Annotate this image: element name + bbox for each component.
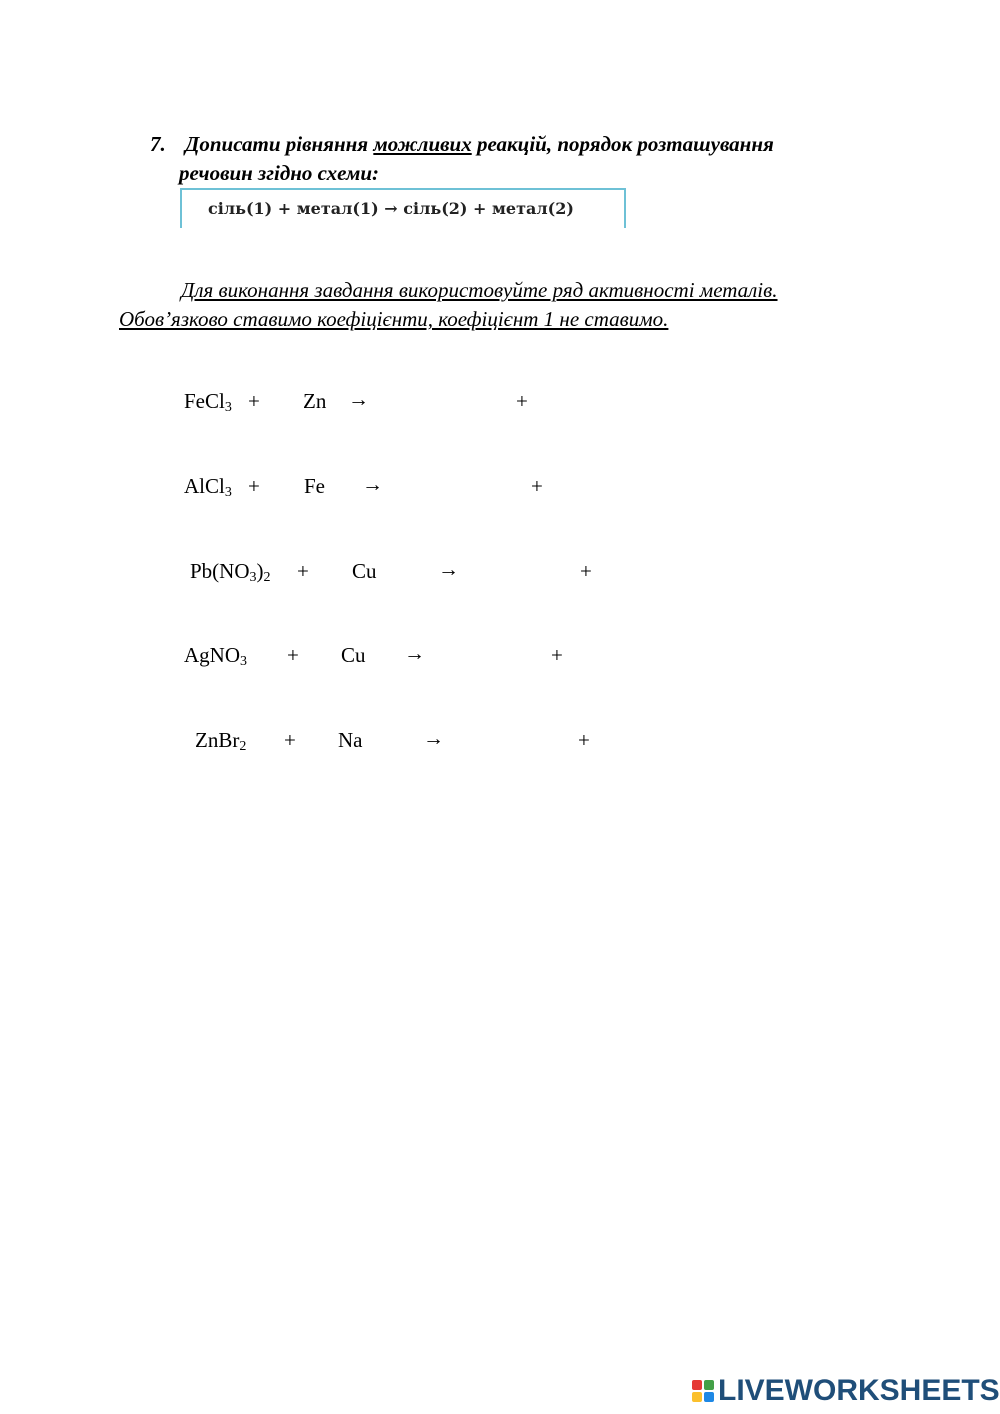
task-line2: речовин згідно схеми: (179, 161, 380, 185)
note-line1 (119, 275, 778, 305)
note-line2: Обов’язково ставимо коефіцієнти, коефіцієнт 1 не ставимо. (119, 307, 669, 331)
equation-5-arrow: → (423, 726, 444, 750)
equation-4-plus: + (287, 643, 299, 667)
scheme-text: сіль(1) + метал(1) → сіль(2) + метал(2) (208, 199, 574, 218)
equation-1-product-plus: + (516, 389, 528, 413)
equation-5-plus: + (284, 728, 296, 752)
equation-4-metal: Cu (341, 643, 366, 667)
liveworksheets-logo-icon (692, 1380, 714, 1402)
equation-1-plus: + (248, 389, 260, 413)
equation-2-salt: AlCl$_3$ (184, 474, 232, 500)
equation-2-plus: + (248, 474, 260, 498)
equation-3-arrow: → (438, 557, 459, 581)
equation-4-product-plus: + (551, 643, 563, 667)
scheme-box (180, 188, 626, 228)
equation-3-salt: $Pb(NO_3)_2$ (190, 559, 271, 585)
equation-4-salt: AgNO$_3$ (184, 643, 247, 669)
equation-1-metal: Zn (303, 389, 327, 413)
note-line1-text: Для виконання завдання використовуйте ряд активності металів. (181, 278, 778, 302)
equation-2-product-plus: + (531, 474, 543, 498)
equation-5-salt: ZnBr$_2$ (195, 728, 247, 754)
liveworksheets-logo-text: LIVEWORKSHEETS (718, 1374, 1000, 1407)
equation-3-product-plus: + (580, 559, 592, 583)
equation-3-metal: Cu (352, 559, 377, 583)
equation-5-metal: Na (338, 728, 363, 752)
liveworksheets-logo (692, 1374, 1000, 1408)
equation-1-arrow: → (348, 387, 369, 411)
task-text-underlined: можливих (373, 132, 472, 156)
equation-2-metal: Fe (304, 474, 325, 498)
equation-4-arrow: → (404, 641, 425, 665)
equation-2-arrow: → (362, 472, 383, 496)
equation-1-salt: FeCl$_3$ (184, 389, 232, 415)
task-text-after: реакцій, порядок розташування (471, 132, 774, 156)
task-heading (150, 130, 774, 159)
equation-5-product-plus: + (578, 728, 590, 752)
task-text-before: Дописати рівняння (185, 132, 374, 156)
equation-3-plus: + (297, 559, 309, 583)
task-number: 7. (150, 132, 166, 156)
